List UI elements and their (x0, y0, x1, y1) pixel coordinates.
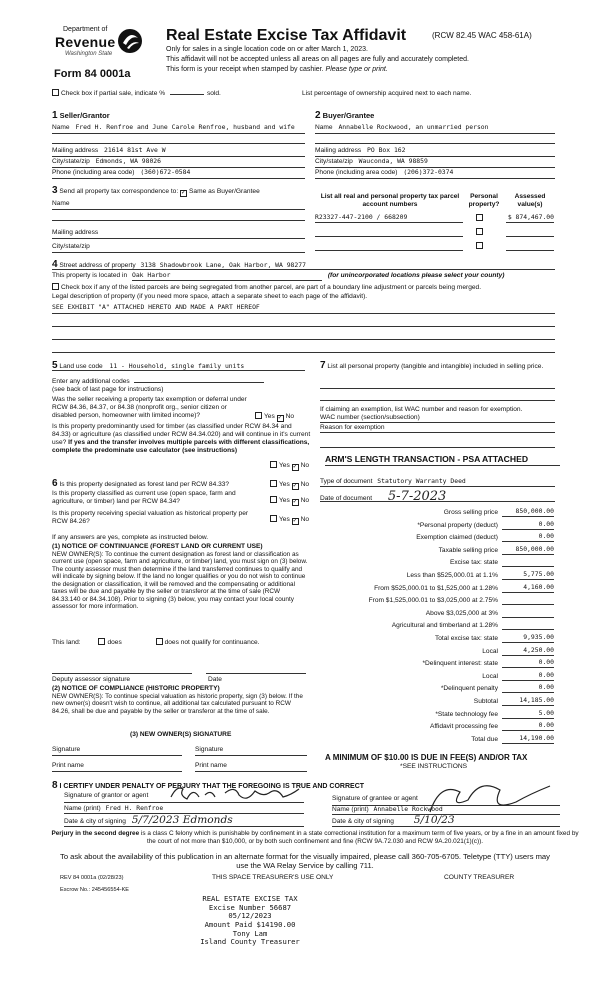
partial-sale-checkbox[interactable] (52, 89, 59, 96)
q-current-use-answer (270, 496, 309, 506)
seller-num: 1 (52, 110, 58, 121)
tax-row-value[interactable]: 5,775.00 (502, 571, 554, 580)
legal-desc-label: Legal description of property (if you need more space, attach a separate sheet to each page of the affidavit). (52, 293, 368, 300)
section4-num: 4 (52, 259, 58, 270)
buyer-mail-label: Mailing address (315, 147, 362, 154)
section3-city-label: City/state/zip (52, 243, 90, 250)
tax-row-value[interactable] (502, 621, 554, 630)
yes-note: If any answers are yes, complete as instructed below. (52, 534, 209, 541)
segregated-checkbox[interactable] (52, 283, 59, 290)
parcel-number: R23327-447-2100 / 668209 (315, 213, 408, 221)
section3-mail-label: Mailing address (52, 229, 99, 236)
escrow-number: Escrow No.: 245456554-KE (60, 887, 130, 893)
buyer-title: Buyer/Grantee (322, 111, 375, 120)
tax-row (320, 545, 560, 558)
header-line1: Only for sales in a single location code on or after March 1, 2023. (166, 46, 368, 53)
tax-row-label: Total due (471, 735, 498, 743)
tax-row-label: Local (482, 672, 498, 680)
parcel-col-header: List all real and personal property tax parcel account numbers (320, 193, 460, 208)
segregated-row (52, 283, 562, 292)
perjury-text: is a class C felony which is punishable by confinement in a state correctional institution for a maximum term of five years, or by a fine in an amount fixed by the court of not more than $10,000, or by both such confinement and fine (RCW 9A.72.030 and RCW 9A.20.021(1)(c)). (140, 830, 579, 845)
grantor-sig-label: Signature of grantor or agent (64, 792, 149, 799)
seller-name-line2 (52, 135, 305, 144)
q-forest (52, 478, 267, 490)
partial-sold: sold. (206, 90, 221, 97)
seller-title: Seller/Grantor (59, 111, 110, 120)
grantee-sig-label: Signature of grantee or agent (332, 795, 418, 802)
timber-yes-checkbox[interactable] (270, 461, 277, 468)
current-use-yes-checkbox[interactable] (270, 496, 277, 503)
tax-row (320, 608, 560, 621)
owner-print1-label: Print name (52, 762, 84, 769)
doc-date-field[interactable] (320, 489, 555, 502)
reason-label: Reason for exemption (320, 424, 385, 431)
tax-row (320, 520, 560, 533)
grantor-date-value: 5/7/2023 Edmonds (131, 814, 233, 826)
segregated-label: Check box if any of the listed parcels are being segregated from another parcel, are part of a boundary line adjustment or parcels being merged. (61, 284, 482, 291)
grantee-name-value: Annabelle Rockwood (373, 805, 443, 813)
dor-line2: Revenue (55, 34, 116, 50)
form-rcw: (RCW 82.45 WAC 458-61A) (432, 31, 532, 40)
partial-label: Check box if partial sale, indicate % (61, 90, 166, 97)
arms-length-field[interactable]: ARM'S LENGTH TRANSACTION - PSA ATTACHED (325, 454, 560, 466)
buyer-phone-value: (206)372-0374 (403, 168, 454, 176)
seller-name-field[interactable] (52, 124, 305, 134)
additional-codes (52, 376, 305, 394)
owner-print1-field[interactable] (52, 762, 182, 772)
personal-property-label (320, 360, 560, 372)
parcel-1-personal-checkbox[interactable] (476, 214, 483, 221)
stamp-line: 05/12/2023 (228, 911, 272, 921)
tax-row (320, 646, 560, 659)
seller-city-field[interactable] (52, 158, 305, 168)
section3-mail-field[interactable] (52, 229, 305, 239)
q-forest-text: Is this property designated as forest land per RCW 84.33? (59, 481, 230, 488)
parcel-3-personal-checkbox[interactable] (476, 242, 483, 249)
grantee-name-label: Name (print) (332, 806, 369, 813)
forest-yes-label: Yes (279, 481, 290, 488)
compliance-text: NEW OWNER(S): To continue special valuation as historic property, sign (3) below. If the new owner(s) doesn't wish to continue, all additional tax calculated pursuant to RCW 84.26, shall be due and payable by the seller or transferor at the time of sale. (52, 693, 303, 715)
tax-row (320, 671, 560, 684)
section3-heading (52, 185, 260, 197)
parcel-2-personal-checkbox[interactable] (476, 228, 483, 235)
dor-line1: Department of (63, 26, 108, 33)
q-timber-bold: If yes and the transfer involves multiple parcels with different classifications, complete the predominate use calculator (see instructions) (52, 438, 310, 454)
owner-sig1-label: Signature (52, 746, 81, 753)
tax-row (320, 658, 560, 671)
buyer-num: 2 (315, 110, 321, 121)
exemption-yes-checkbox[interactable] (255, 412, 262, 419)
header-line3: This form is your receipt when stamped by cashier. (166, 66, 324, 73)
tax-row-label: Excise tax: state (449, 559, 498, 567)
parcel-row-2[interactable] (315, 228, 463, 237)
tax-row-value[interactable]: 0.00 (502, 684, 554, 693)
dor-emblem-icon (117, 28, 143, 54)
doc-date-label: Date of document (320, 495, 373, 502)
perjury-notice (50, 830, 580, 845)
not-qualify-checkbox[interactable] (156, 638, 163, 645)
tax-row-value[interactable]: 4,250.00 (502, 647, 554, 656)
personal-property-line1[interactable] (320, 381, 555, 389)
doc-type-label: Type of document (320, 478, 373, 485)
tax-row-label: From $1,525,000.01 to $3,025,000 at 2.75% (368, 597, 498, 605)
tax-row-value[interactable]: 0.00 (502, 521, 554, 530)
seller-name-label: Name (52, 124, 70, 131)
seller-phone-value: (360)672-0584 (140, 168, 191, 176)
wac-field[interactable] (320, 414, 555, 423)
doc-type-field[interactable] (320, 478, 555, 487)
tax-row (320, 507, 560, 520)
additional-codes-field[interactable] (134, 376, 264, 383)
tax-row (320, 620, 560, 633)
section7-num: 7 (320, 360, 326, 371)
tax-row-label: Above $3,025,000 at 3% (425, 609, 498, 617)
tax-row-value[interactable]: 9,935.00 (502, 634, 554, 643)
tax-row-label: *Delinquent penalty (440, 685, 498, 693)
wac-label: WAC number (section/subsection) (320, 414, 420, 421)
this-land-row (52, 638, 310, 647)
section3-name-field[interactable] (52, 200, 305, 210)
grantor-name-value: Fred H. Renfroe (105, 804, 164, 812)
tax-row-value[interactable] (502, 558, 554, 567)
timber-yes-label: Yes (279, 462, 290, 469)
land-use-value: 11 - Household, single family units (109, 362, 245, 370)
dor-logo (55, 26, 150, 66)
alternate-format: To ask about the availability of this publication in an alternate format for the visually impaired, please call 360-705-6705. Teletype (TTY) users may use the WA Relay Service by calling 711. (60, 852, 550, 871)
current-use-no-checkbox[interactable]: ✓ (292, 499, 298, 505)
q-exemption: Was the seller receiving a property tax exemption or deferral under RCW 84.36, 84.37, or 84.38 (nonprofit org., senior citizen or disabled person, homeowner with limited income)? (52, 396, 247, 419)
tax-row-value[interactable]: 5.00 (502, 710, 554, 719)
legal-desc-line2[interactable] (52, 318, 555, 327)
owner-print2-field[interactable] (195, 762, 307, 772)
buyer-city-value: Wauconda, WA 98859 (358, 157, 428, 165)
tax-row (320, 696, 560, 709)
forest-yes-checkbox[interactable] (270, 480, 277, 487)
stamp-line: REAL ESTATE EXCISE TAX (202, 894, 298, 903)
does-qualify-checkbox[interactable] (98, 638, 105, 645)
deputy-label: Deputy assessor signature (52, 676, 131, 683)
tax-row (320, 721, 560, 734)
tax-row-label: Taxable selling price (438, 546, 498, 554)
tax-row-value[interactable]: 0.00 (502, 533, 554, 542)
stamp-line: Tony Lam (232, 928, 268, 938)
street-address-field[interactable] (52, 259, 555, 270)
section3-name-label: Name (52, 200, 70, 207)
buyer-city-field[interactable] (315, 158, 555, 168)
tax-row-label: *Delinquent interest: state (422, 660, 498, 668)
tax-row-value[interactable]: 14,185.00 (502, 697, 554, 706)
tax-row (320, 683, 560, 696)
land-use-field[interactable] (52, 360, 305, 371)
tax-row (320, 734, 560, 747)
tax-row (320, 595, 560, 608)
section8-num: 8 (52, 780, 58, 791)
reason-line2[interactable] (320, 440, 555, 448)
tax-row-value[interactable]: 0.00 (502, 672, 554, 681)
compliance-title: (2) NOTICE OF COMPLIANCE (HISTORIC PROPERTY) (52, 685, 220, 692)
tax-row-label: Affidavit processing fee (429, 723, 498, 731)
current-use-yes-label: Yes (279, 497, 290, 504)
form-number: Form 84 0001a (54, 68, 131, 80)
see-instructions: *SEE INSTRUCTIONS (400, 763, 468, 770)
tax-row (320, 709, 560, 722)
treasurer-stamp (180, 895, 320, 947)
section6-num: 6 (52, 478, 58, 489)
tax-row-value[interactable] (502, 596, 554, 605)
buyer-phone-field[interactable] (315, 169, 555, 179)
seller-heading (52, 110, 110, 122)
exemption-yes-label: Yes (264, 413, 275, 420)
located-row (52, 272, 555, 281)
q-historic-answer (270, 515, 309, 525)
continuance-title: (1) NOTICE OF CONTINUANCE (FOREST LAND OR CURRENT USE) (52, 543, 263, 550)
treasurer-use: THIS SPACE TREASURER'S USE ONLY (212, 874, 334, 881)
historic-yes-label: Yes (279, 516, 290, 523)
parcel-row-3[interactable] (315, 242, 463, 251)
land-use-label: Land use code (59, 363, 103, 370)
tax-row (320, 557, 560, 570)
tax-row-label: Local (482, 647, 498, 655)
parcel-row-1[interactable] (315, 214, 463, 223)
reason-field[interactable] (320, 424, 555, 433)
buyer-phone-label: Phone (including area code) (315, 169, 398, 176)
owner-signature-title: (3) NEW OWNER(S) SIGNATURE (130, 731, 232, 738)
tax-row-label: Agricultural and timberland at 1.28% (391, 622, 498, 630)
seller-city-value: Edmonds, WA 98026 (95, 157, 162, 165)
historic-no-label: No (300, 516, 310, 523)
tax-row-label: Total excise tax: state (434, 634, 498, 642)
current-use-no-label: No (300, 497, 310, 504)
stamp-line: Island County Treasurer (200, 937, 300, 947)
ownership-note: List percentage of ownership acquired next to each name. (302, 90, 472, 97)
buyer-city-label: City/state/zip (315, 158, 353, 165)
q-exemption-answer (255, 412, 294, 422)
additional-codes-note: (see back of last page for instructions) (52, 385, 164, 393)
stamp-line: Excise Number 56687 (208, 902, 292, 912)
section3-city-field[interactable] (52, 243, 305, 253)
q-historic: Is this property receiving special valuation as historical property per RCW 84.26? (52, 510, 249, 525)
tax-row-value[interactable]: 4,160.00 (502, 584, 554, 593)
tax-row-label: Less than $525,000.01 at 1.1% (406, 571, 498, 579)
historic-yes-checkbox[interactable] (270, 515, 277, 522)
exempt-label: If claiming an exemption, list WAC number and reason for exemption. (320, 406, 523, 413)
buyer-name-label: Name (315, 124, 333, 131)
located-field[interactable]: Oak Harbor (132, 272, 322, 281)
tax-table (320, 507, 560, 746)
owner-sig2-field[interactable] (195, 746, 307, 756)
tax-row-value[interactable]: 0.00 (502, 722, 554, 731)
exemption-no-label: No (285, 413, 295, 420)
section3-label: Send all property tax correspondence to: (59, 188, 179, 195)
grantee-date-value: 5/10/23 (413, 814, 455, 826)
tax-row (320, 583, 560, 596)
does-label: does (107, 639, 122, 646)
buyer-mail-value: PO Box 162 (367, 146, 406, 154)
grantor-date-label: Date & city of signing (64, 818, 126, 825)
section3-num: 3 (52, 185, 58, 196)
seller-city-label: City/state/zip (52, 158, 90, 165)
seller-mail-field[interactable] (52, 147, 305, 157)
assessed-col-header: Assessed value(s) (514, 193, 546, 208)
legal-desc-line3[interactable] (52, 331, 555, 340)
seller-mail-label: Mailing address (52, 147, 99, 154)
grantee-date-label: Date & city of signing (332, 818, 394, 825)
grantor-signature (165, 783, 305, 805)
tax-row-value[interactable]: 850,000.00 (502, 508, 554, 517)
additional-codes-label (52, 376, 305, 386)
tax-row (320, 570, 560, 583)
owner-sig1-field[interactable] (52, 746, 182, 756)
deputy-date-label: Date (208, 676, 222, 683)
tax-row-label: *State technology fee (435, 710, 498, 718)
seller-name-value: Fred H. Renfroe and June Carole Renfroe, husband and wife (75, 123, 295, 131)
deputy-signature-line[interactable] (52, 666, 192, 674)
same-as-buyer-checkbox[interactable]: ✓ (181, 190, 187, 196)
personal-col-header: Personal property? (468, 193, 500, 208)
header-line2: This affidavit will not be accepted unless all areas on all pages are fully and accurately completed. (166, 56, 469, 63)
dor-line3: Washington State (65, 51, 113, 57)
form-title: Real Estate Excise Tax Affidavit (166, 27, 407, 44)
seller-mail-value: 21614 81st Ave W (104, 146, 166, 154)
tax-row (320, 532, 560, 545)
tax-row-value[interactable]: 850,000.00 (502, 546, 554, 555)
tax-row-value[interactable] (502, 609, 554, 618)
section5-num: 5 (52, 360, 58, 371)
parcel-2-value[interactable] (506, 228, 554, 237)
q-timber-text: Is this property predominantly used for timber (as classified under RCW 84.34 and 84.33) or agriculture (as classified under RCW 84.34.020) and will continue in it's current use? (52, 423, 311, 446)
doc-date-value: 5-7-2023 (387, 489, 447, 504)
tax-row-label: From $525,000.01 to $1,525,000 at 1.28% (374, 584, 498, 592)
forest-no-checkbox[interactable]: ✓ (292, 483, 298, 489)
doc-type-value: Statutory Warranty Deed (377, 477, 466, 485)
tax-row (320, 633, 560, 646)
add-codes-text: Enter any additional codes (52, 378, 130, 385)
this-land-label: This land: (52, 639, 81, 646)
county-treasurer: COUNTY TREASURER (444, 874, 515, 881)
q-current-use: Is this property classified as current use (open space, farm and agriculture, or timber) land per RCW 84.34? (52, 490, 236, 505)
buyer-name-value: Annabelle Rockwood, an unmarried person (338, 123, 489, 131)
header-line3b: Please type or print. (325, 66, 388, 73)
q-timber (52, 423, 312, 455)
grantee-date-field[interactable] (332, 814, 560, 827)
tax-row-label: Exemption claimed (deduct) (416, 534, 498, 542)
section7-text: List all personal property (tangible and intangible) included in selling price. (327, 363, 544, 370)
owner-print2-label: Print name (195, 762, 227, 769)
forest-no-label: No (300, 481, 310, 488)
section8-text: I CERTIFY UNDER PENALTY OF PERJURY THAT THE FOREGOING IS TRUE AND CORRECT (59, 783, 365, 790)
q-timber-answer (270, 461, 309, 471)
buyer-heading (315, 110, 374, 122)
tax-row-value[interactable]: 14,190.00 (502, 735, 554, 744)
deputy-date-line[interactable] (206, 666, 306, 674)
partial-row (52, 88, 221, 98)
parcel-3-value[interactable] (506, 242, 554, 251)
owner-sig2-label: Signature (195, 746, 224, 753)
exemption-no-checkbox[interactable]: ✓ (277, 415, 283, 421)
located-label: This property is located in (52, 272, 128, 279)
personal-property-line2[interactable] (320, 393, 555, 401)
tax-row-value[interactable]: 0.00 (502, 659, 554, 668)
section3-name-line2 (52, 212, 305, 221)
buyer-name-line2 (315, 135, 555, 144)
tax-row-label: *Personal property (deduct) (417, 521, 498, 529)
grantor-name-field[interactable] (64, 805, 304, 814)
continuance-text: NEW OWNER(S): To continue the current designation as forest land or classification as current use (open space, farm and agriculture, or timber) land, you must sign on (3) below. The county assessor must then determine if the land transferred continues to qualify and will indicate by signing below. If the land no longer qualifies or you do not wish to continue the designation or classification, it will be removed and the compensating or additional taxes will be due and payable by the seller or transferor at the time of sale (RCW 84.33.140 or 84.34.108). Prior to signing (3) below, you may contact your local county assessor for more information. (52, 551, 308, 610)
minimum-notice: A MINIMUM OF $10.00 IS DUE IN FEE(S) AND/OR TAX (325, 753, 528, 762)
street-address-label: Street address of property (59, 262, 136, 269)
rev-number: REV 84 0001a (02/28/23) (60, 875, 124, 881)
perjury-bold: Perjury in the second degree (51, 830, 140, 837)
stamp-line: Amount Paid $14190.00 (204, 919, 296, 929)
parcel-1-value[interactable]: $ 874,467.00 (507, 213, 554, 221)
buyer-mail-field[interactable] (315, 147, 555, 157)
grantor-date-field[interactable] (64, 814, 304, 827)
legal-desc-line4[interactable] (52, 344, 555, 353)
header-line3-wrap (166, 66, 388, 74)
historic-no-checkbox[interactable]: ✓ (292, 518, 298, 524)
timber-no-checkbox[interactable]: ✓ (292, 464, 298, 470)
partial-percent-field[interactable] (170, 88, 204, 95)
tax-row-label: Subtotal (473, 697, 498, 705)
tax-row-label: Gross selling price (443, 509, 498, 516)
buyer-name-field[interactable] (315, 124, 555, 134)
located-note: (for unincorporated locations please select your county) (327, 272, 505, 279)
same-as-buyer-label: Same as Buyer/Grantee (189, 188, 260, 195)
seller-phone-field[interactable] (52, 169, 305, 179)
seller-phone-label: Phone (including area code) (52, 169, 135, 176)
street-address-value: 3138 Shadowbrook Lane, Oak Harbor, WA 98277 (140, 261, 306, 269)
q-forest-answer (270, 480, 309, 490)
timber-no-label: No (300, 462, 310, 469)
legal-desc-field[interactable]: SEE EXHIBIT "A" ATTACHED HERETO AND MADE A PART HEREOF (52, 304, 555, 314)
not-qualify-label: does not qualify for continuance. (164, 639, 260, 646)
grantor-name-label: Name (print) (64, 805, 101, 812)
